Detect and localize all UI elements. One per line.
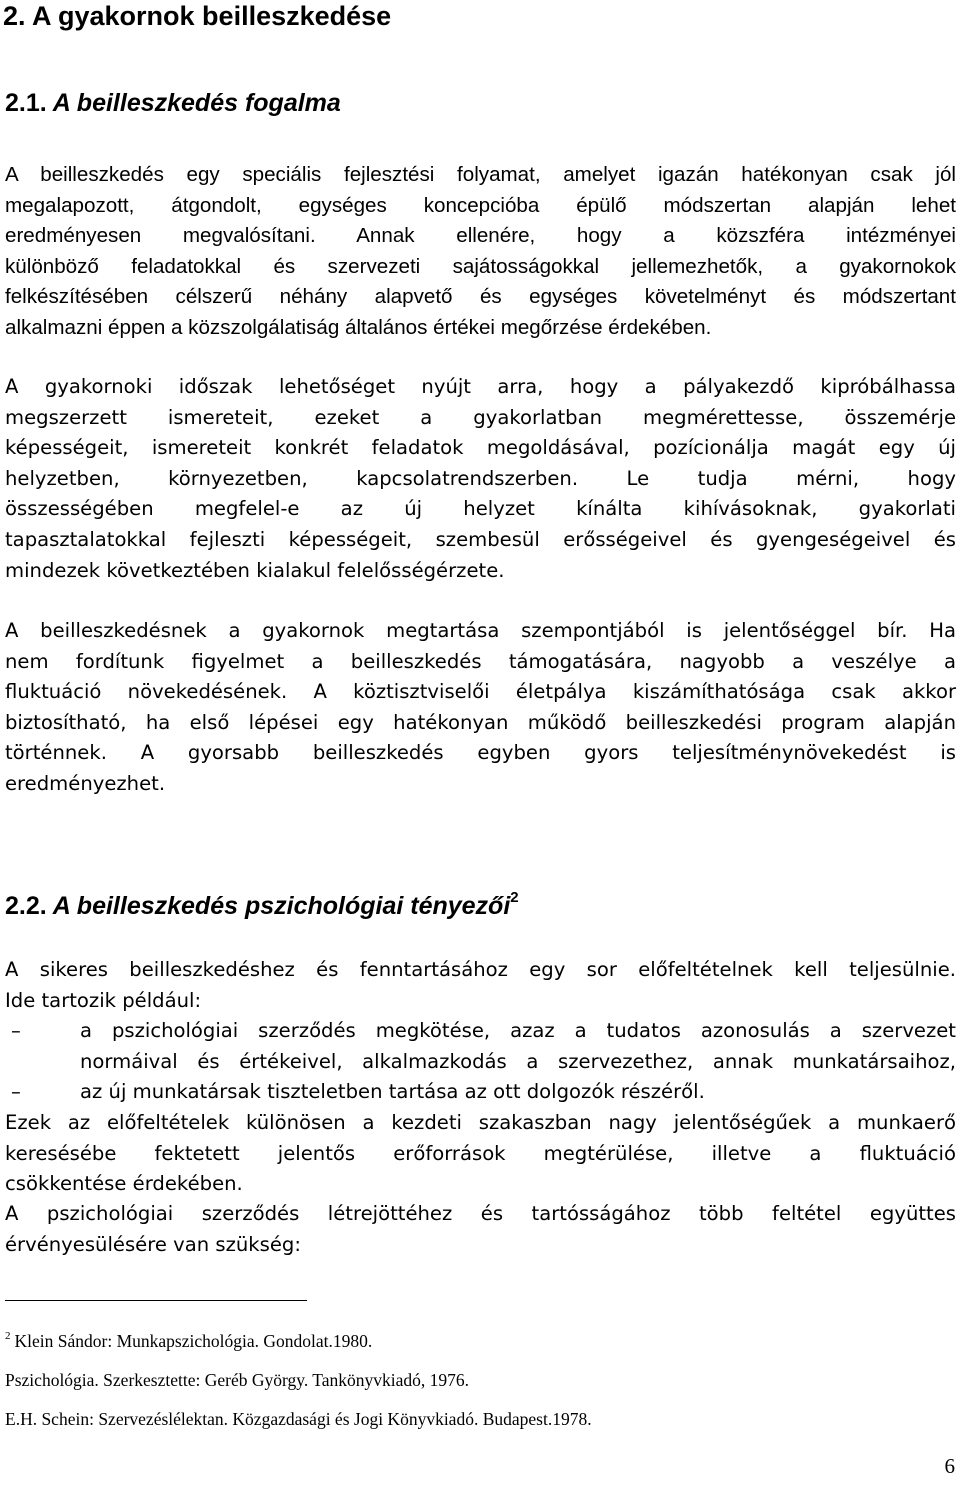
footnote-text: Klein Sándor: Munkapszichológia. Gondolat.1980. — [14, 1331, 373, 1351]
text-line: A pszichológiai szerződés létrejöttéhez és tartósságához több feltétel együttes — [5, 1202, 956, 1225]
section-heading-2-2 — [5, 883, 519, 921]
text-line: keresésébe fektetett jelentős erőforrások megtérülése, illetve a fluktuáció — [5, 1141, 956, 1165]
paragraph-pszichologiai-szerzodes — [5, 1199, 956, 1260]
text-line: Ide tartozik például: — [5, 988, 202, 1012]
text-line: A beilleszkedés egy speciális fejlesztési folyamat, amelyet igazán hatékonyan csak jól — [5, 163, 956, 186]
text-line: az új munkatársak tiszteletben tartása az ott dolgozók részéről. — [80, 1080, 705, 1104]
footnote-separator — [5, 1300, 307, 1301]
footnote — [5, 1326, 592, 1351]
text-line: eredményesen megvalósítani. Annak ellenére, hogy a közszféra intézményei — [5, 224, 956, 248]
dash-bullet-icon: – — [11, 1080, 21, 1104]
chapter-heading: 2. A gyakornok beilleszkedése — [3, 1, 392, 31]
text-line: érvényesülésére van szükség: — [5, 1232, 301, 1256]
text-line: alkalmazni éppen a közszolgálatiság általános értékei megőrzése érdekében. — [5, 315, 712, 339]
text-line: normáival és értékeivel, alkalmazkodás a szervezethez, annak munkatársaihoz, — [80, 1049, 956, 1073]
footnote — [5, 1370, 592, 1390]
text-line: a pszichológiai szerződés megkötése, azaz a tudatos azonosulás a szervezet — [80, 1019, 956, 1042]
footnotes — [5, 1326, 592, 1448]
text-line: helyzetben, környezetben, kapcsolatrendszerben. Le tudja mérni, hogy — [5, 466, 956, 490]
text-line: tapasztalatokkal fejleszti képességeit, szembesül erősségeivel és gyengeségeivel és — [5, 527, 956, 551]
text-line: mindezek következtében kialakul felelősségérzete. — [5, 558, 505, 582]
footnote-ref: 2 — [510, 889, 519, 906]
footnote — [5, 1409, 592, 1429]
footnote-text: Pszichológia. Szerkesztette: Geréb György. Tankönyvkiadó, 1976. — [5, 1370, 470, 1390]
section-heading-2-1 — [5, 88, 341, 118]
text-line: fluktuáció növekedésének. A köztisztviselői életpálya kiszámíthatósága csak akkor — [5, 680, 956, 704]
page-number: 6 — [944, 1454, 955, 1478]
text-line: A sikeres beilleszkedéshez és fenntartásához egy sor előfeltételnek kell teljesülnie. — [5, 958, 956, 981]
text-line: különböző feladatokkal és szervezeti sajátosságokkal jellemezhetők, a gyakornokok — [5, 254, 956, 278]
section-number: 2.1. — [5, 89, 47, 117]
text-line: eredményezhet. — [5, 771, 166, 795]
paragraph-elofeltetelek — [5, 1108, 956, 1200]
list-item — [5, 1016, 956, 1077]
footnote-text: E.H. Schein: Szervezéslélektan. Közgazdasági és Jogi Könyvkiadó. Budapest.1978. — [5, 1409, 592, 1429]
paragraph-megtartas — [5, 616, 956, 800]
text-line: A beilleszkedésnek a gyakornok megtartása szempontjából is jelentőséggel bír. Ha — [5, 619, 956, 642]
section-title: A beilleszkedés fogalma — [52, 89, 341, 117]
text-line: felkészítésében célszerű néhány alapvető és egységes követelményt és módszertant — [5, 285, 956, 309]
dash-bullet-icon: – — [11, 1019, 21, 1042]
section-number: 2.2. — [5, 892, 47, 920]
text-line: nem fordítunk figyelmet a beilleszkedés támogatására, nagyobb a veszélye a — [5, 649, 956, 673]
text-line: megalapozott, átgondolt, egységes koncepcióba épülő módszertan alapján lehet — [5, 193, 956, 217]
paragraph-elofeltetelek-intro — [5, 955, 956, 1016]
text-line: csökkentése érdekében. — [5, 1172, 243, 1196]
list-item — [5, 1077, 956, 1108]
paragraph-gyakornoki-idoszak — [5, 372, 956, 586]
text-line: képességeit, ismereteit konkrét feladatok megoldásával, pozícionálja magát egy új — [5, 436, 956, 460]
text-line: biztosítható, ha első lépései egy hatékonyan működő beilleszkedési program alapján — [5, 710, 956, 734]
paragraph-beilleszkedes-fogalma — [5, 160, 956, 344]
text-line: A gyakornoki időszak lehetőséget nyújt arra, hogy a pályakezdő kipróbálhassa — [5, 375, 956, 398]
text-line: Ezek az előfeltételek különösen a kezdeti szakaszban nagy jelentőségűek a munkaerő — [5, 1111, 956, 1134]
text-line: történnek. A gyorsabb beilleszkedés egyben gyors teljesítménynövekedést is — [5, 741, 956, 765]
section-title: A beilleszkedés pszichológiai tényezői — [52, 892, 511, 920]
text-line: megszerzett ismereteit, ezeket a gyakorlatban megmérettesse, összemérje — [5, 405, 956, 429]
footnote-mark: 2 — [5, 1330, 11, 1342]
bullet-list — [5, 1016, 956, 1108]
text-line: összességében megfelel-e az új helyzet kínálta kihívásoknak, gyakorlati — [5, 497, 956, 521]
